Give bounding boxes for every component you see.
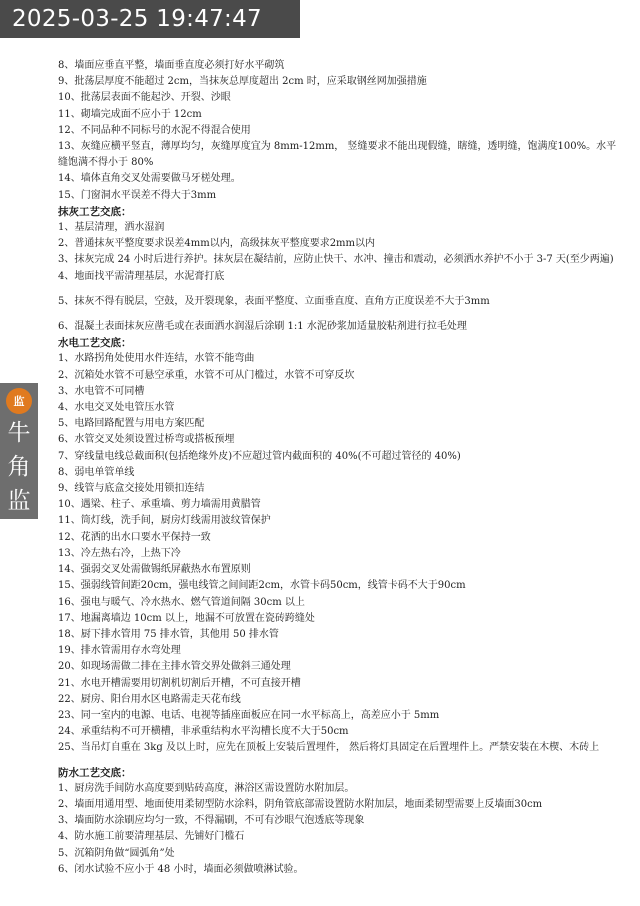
list-item: 16、强电与暖气、冷水热水、燃气管道间隔 30cm 以上 <box>58 596 305 608</box>
list-item: 5、抹灰不得有脱层，空鼓，及开裂现象，表面平整度、立面垂直度、直角方正度误差不大于3mm <box>58 295 490 307</box>
watermark-badge <box>0 383 38 519</box>
list-item: 3、抹灰完成 24 小时后进行养护。抹灰层在凝结前，应防止快干、水冲、撞击和震动，必须洒水养护不小于 3-7 天(至少两遍) <box>58 254 614 266</box>
watermark-char-2: 角 <box>7 454 31 480</box>
list-item: 14、墙体直角交叉处需要做马牙槎处理。 <box>58 173 241 185</box>
list-item: 11、筒灯线，洗手间，厨房灯线需用波纹管保护 <box>58 515 271 527</box>
section-heading-waterproof: 防水工艺交底： <box>58 766 132 779</box>
list-item: 4、防水施工前要清理基层、先铺好门槛石 <box>58 831 245 843</box>
list-item: 5、电路回路配置与用电方案匹配 <box>58 418 205 430</box>
list-item: 5、沉箱阴角做“圆弧角”处 <box>58 847 175 859</box>
list-item: 19、排水管需用存水弯处理 <box>58 645 181 657</box>
list-item: 17、地漏离墙边 10cm 以上，地漏不可放置在瓷砖跨缝处 <box>58 612 315 624</box>
watermark-logo-icon: 监 <box>6 388 32 414</box>
list-item: 12、不同品种不同标号的水泥不得混合使用 <box>58 124 251 136</box>
list-item: 1、水路拐角处使用水件连结，水管不能弯曲 <box>58 353 255 365</box>
list-item: 4、地面找平需清理基层，水泥膏打底 <box>58 270 225 282</box>
list-item: 13、冷左热右冷，上热下冷 <box>58 547 181 559</box>
list-item: 9、批荡层厚度不能超过 2cm，当抹灰总厚度超出 2cm 时，应采取钢丝网加强措施 <box>58 76 427 88</box>
list-item: 24、承重结构不可开横槽，非承重结构水平沟槽长度不大于50cm <box>58 726 349 738</box>
list-item: 6、闭水试验不应小于 48 小时，墙面必须做喷淋试验。 <box>58 863 304 875</box>
list-item: 25、当吊灯自重在 3kg 及以上时，应先在顶板上安装后置埋件， 然后将灯具固定在后置埋件上。严禁安装在木楔、木砖上 <box>58 742 600 754</box>
list-item: 6、水管交叉处须设置过桥弯或搭板预埋 <box>58 434 235 446</box>
list-item: 8、弱电单管单线 <box>58 466 135 478</box>
list-item: 8、墙面应垂直平整，墙面垂直度必须打好水平砌筑 <box>58 60 285 71</box>
timestamp-overlay: 2025-03-25 19:47:47 <box>0 0 300 38</box>
list-item: 15、强弱线管间距20cm，强电线管之间间距2cm，水管卡码50cm，线管卡码不大于90cm <box>58 580 466 592</box>
list-item: 9、线管与底盒交接处用锁扣连结 <box>58 483 205 495</box>
list-item: 21、水电开槽需要用切割机切割后开槽，不可直接开槽 <box>58 677 301 689</box>
list-item: 15、门窗洞水平误差不得大于3mm <box>58 189 217 201</box>
list-item: 10、遇梁、柱子、承重墙、剪力墙需用黄腊管 <box>58 499 261 511</box>
list-item: 1、厨房洗手间防水高度要到贴砖高度，淋浴区需设置防水附加层。 <box>58 782 355 794</box>
list-item: 3、墙面防水涂刷应均匀一致，不得漏刷，不可有沙眼气泡透底等现象 <box>58 815 365 827</box>
list-item: 6、混凝土表面抹灰应凿毛或在表面洒水润湿后涂刷 1:1 水泥砂浆加适量胶粘剂进行拉毛处理 <box>58 321 467 333</box>
list-item: 2、普通抹灰平整度要求误差4mm以内，高级抹灰平整度要求2mm以内 <box>58 238 376 250</box>
watermark-char-1: 牛 <box>7 420 31 446</box>
list-item: 18、厨下排水管用 75 排水管，其他用 50 排水管 <box>58 628 279 640</box>
list-item: 23、同一室内的电源、电话、电视等插座面板应在同一水平标高上，高差应小于 5mm <box>58 709 440 721</box>
list-item: 10、批荡层表面不能起沙、开裂、沙眼 <box>58 92 231 104</box>
list-item: 20、如现场需做二排在主排水管交界处做斜三通处理 <box>58 661 291 673</box>
list-item: 4、水电交叉处电管压水管 <box>58 402 175 414</box>
document-body <box>58 58 618 878</box>
list-item: 1、基层清理，洒水湿润 <box>58 222 165 234</box>
list-item: 7、穿线量电线总截面积(包括绝缘外皮)不应超过管内截面积的 40%(不可超过管径的 40%) <box>58 450 461 462</box>
list-item: 11、砌墙完成面不应小于 12cm <box>58 108 202 120</box>
list-item: 22、厨房、阳台用水区电路需走天花布线 <box>58 693 241 705</box>
list-item: 3、水电管不可同槽 <box>58 385 145 397</box>
watermark-char-3: 监 <box>7 488 31 514</box>
list-item: 14、强弱交叉处需做锡纸屏蔽热水布置原则 <box>58 564 251 576</box>
section-heading-plumbing: 水电工艺交底： <box>58 337 132 350</box>
list-item: 2、墙面用通用型、地面使用柔韧型防水涂料，阴角管底部需设置防水附加层，地面柔韧型需要上反墙面30cm <box>58 798 543 810</box>
list-item: 13、灰缝应横平竖直，薄厚均匀，灰缝厚度宜为 8mm-12mm， 竖缝要求不能出现假缝，瞎缝，透明缝，饱满度100%。水平缝饱满不得小于 80% <box>58 141 617 169</box>
list-item: 12、花洒的出水口要水平保持一致 <box>58 531 211 543</box>
list-item: 2、沉箱处水管不可悬空承重，水管不可从门槛过，水管不可穿反坎 <box>58 369 355 381</box>
section-heading-plaster: 抹灰工艺交底： <box>58 205 132 218</box>
